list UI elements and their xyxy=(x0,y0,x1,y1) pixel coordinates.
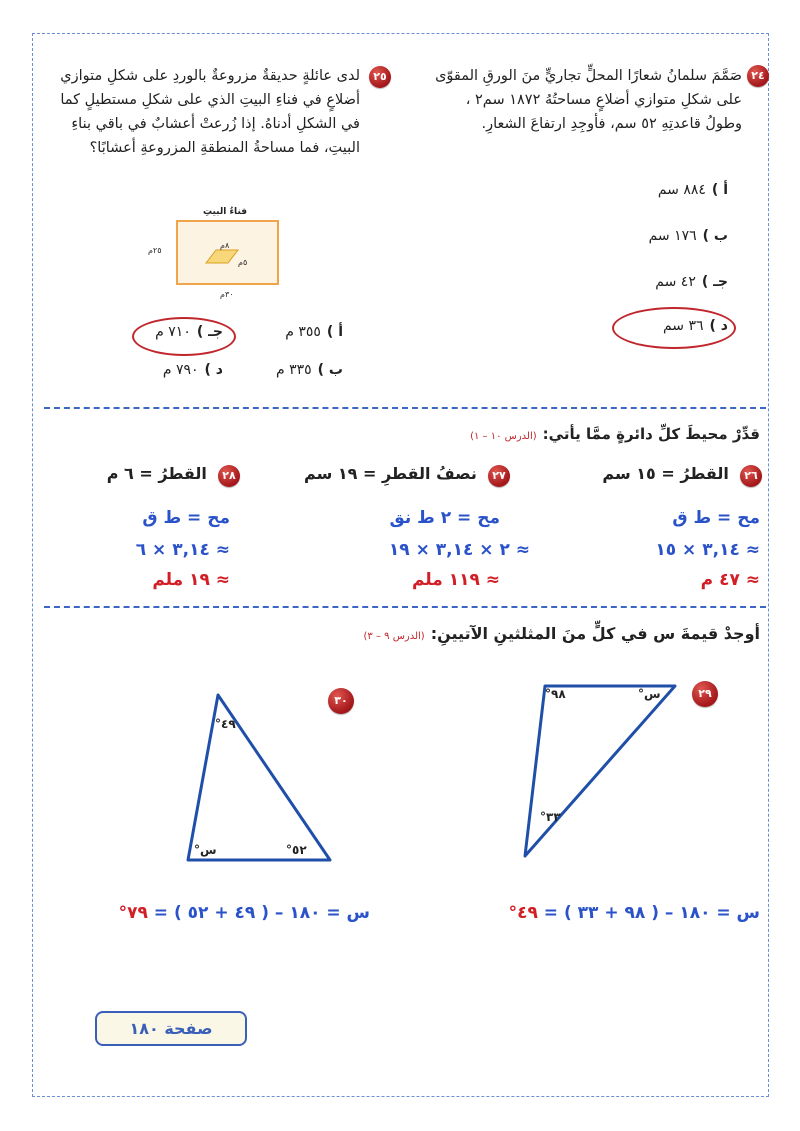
option-value: ٧٩٠ م xyxy=(162,362,199,378)
given-text: القطرُ = ٦ م xyxy=(106,464,207,483)
yard-title: فناءُ البيتِ xyxy=(202,207,248,217)
given-text: نصفُ القطرِ = ١٩ سم xyxy=(304,464,477,483)
option-value: ٣٣٥ م xyxy=(275,362,312,378)
option-value: ٨٨٤ سم xyxy=(657,182,706,198)
problem-26-formula: مح = ط ق xyxy=(672,508,760,528)
triangle-29-answer xyxy=(509,903,760,923)
q25-option-b[interactable] xyxy=(276,362,343,378)
question-25-line-3: في الشكلِ أدناهُ. إذا زُرعتْ أعشابٌ في باقي بناءِ xyxy=(71,116,360,132)
problem-number: ٢٦ xyxy=(740,465,762,487)
triangle-30-answer xyxy=(119,903,370,923)
answer-circle-q24 xyxy=(612,307,736,349)
page-number-label: صفحة ١٨٠ xyxy=(95,1011,247,1046)
option-letter: أ ) xyxy=(711,182,728,198)
option-letter: د ) xyxy=(709,318,728,334)
problem-27-step: ≈ ٢ × ٣,١٤ × ١٩ xyxy=(388,540,530,560)
q24-option-b[interactable] xyxy=(649,228,728,244)
triangle-29-number: ٢٩ xyxy=(692,681,718,707)
triangle-29 xyxy=(510,680,690,880)
option-value: ٤٢ سم xyxy=(655,274,696,290)
q25-option-d[interactable] xyxy=(163,362,223,378)
yard-height-label: ٢٥م xyxy=(148,246,162,255)
question-24-line-2: على شكلِ متوازي أضلاعٍ مساحتُهُ ١٨٧٢ سم٢ ، xyxy=(465,92,742,108)
q24-option-a[interactable] xyxy=(658,182,728,198)
triangle-30-angle-c: ٥٢° xyxy=(286,843,307,857)
option-letter: جـ ) xyxy=(196,324,223,340)
lesson-reference: (الدرس ١٠ – ١) xyxy=(470,431,537,442)
question-24-line-1: صَمَّمَ سلمانُ شعارًا المحلٍّ تجاريٍّ منَ الورقِ المقوّى xyxy=(435,68,742,84)
option-value: ١٧٦ سم xyxy=(648,228,697,244)
problem-26-given xyxy=(602,464,762,487)
answer-value: ٧٩° xyxy=(118,903,148,923)
triangles-heading xyxy=(364,624,761,643)
triangle-30-number: ٣٠ xyxy=(328,688,354,714)
question-24-number: ٢٤ xyxy=(747,65,769,87)
problem-28-result: ≈ ١٩ ملم xyxy=(152,570,230,590)
question-25-number: ٢٥ xyxy=(369,66,391,88)
problem-number: ٢٨ xyxy=(218,465,240,487)
given-text: القطرُ = ١٥ سم xyxy=(602,464,729,483)
garden-parallelogram xyxy=(176,220,279,285)
problem-28-given xyxy=(107,464,240,487)
option-letter: د ) xyxy=(204,362,223,378)
question-24-text xyxy=(412,64,742,136)
q25-option-a[interactable] xyxy=(285,324,343,340)
problem-28-step: ≈ ٣,١٤ × ٦ xyxy=(135,540,230,560)
option-value: ٣٦ سم xyxy=(662,318,704,334)
problem-26-step: ≈ ٣,١٤ × ١٥ xyxy=(655,540,760,560)
triangle-29-angle-c: ٣٣° xyxy=(540,810,561,824)
question-25-text xyxy=(30,64,360,160)
circumference-heading-text: قدِّرْ محيطَ كلِّ دائرةٍ ممَّا يأتي: xyxy=(542,425,760,443)
problem-27-result: ≈ ١١٩ ملم xyxy=(411,570,500,590)
option-letter: ب ) xyxy=(702,228,728,244)
q24-option-c[interactable] xyxy=(655,274,728,290)
triangle-29-angle-b: س° xyxy=(638,687,661,701)
section-divider xyxy=(44,606,766,608)
question-25-line-4: البيتِ، فما مساحةُ المنطقةِ المزروعةِ أعشابًا؟ xyxy=(89,140,360,156)
answer-circle-q25 xyxy=(132,317,236,356)
triangle-29-angle-a: ٩٨° xyxy=(545,687,566,701)
yard-width-label: ٣٠م xyxy=(220,290,234,299)
problem-26-result: ≈ ٤٧ م xyxy=(700,570,760,590)
parallelogram-base-label: ٨م xyxy=(220,241,230,250)
question-25-line-1: لدى عائلةٍ حديقةٌ مزروعةٌ بالوردِ على شكلِ متوازي xyxy=(60,68,360,84)
answer-expression: س = ١٨٠ – ( ٩٨ + ٣٣ ) = xyxy=(543,903,760,923)
question-25-line-2: أضلاعٍ في فناءِ البيتِ الذي على شكلِ مستطيلٍ كما xyxy=(60,92,360,108)
answer-expression: س = ١٨٠ – ( ٤٩ + ٥٢ ) = xyxy=(153,903,370,923)
lesson-reference: (الدرس ٩ – ٣) xyxy=(363,631,425,642)
parallelogram-height-label: ٥م xyxy=(238,258,248,267)
problem-27-given xyxy=(304,464,510,487)
option-value: ٧١٠ م xyxy=(155,324,191,340)
option-value: ٣٥٥ م xyxy=(285,324,321,340)
option-letter: أ ) xyxy=(326,324,343,340)
answer-value: ٤٩° xyxy=(508,903,538,923)
option-letter: ب ) xyxy=(317,362,343,378)
triangles-heading-text: أوجدْ قيمةَ س في كلٍّ منَ المثلثينِ الآتيينِ: xyxy=(430,624,760,643)
problem-28-formula: مح = ط ق xyxy=(142,508,230,528)
triangle-30-angle-a: ٤٩° xyxy=(215,717,236,731)
problem-27-formula: مح = ٢ ط نق xyxy=(389,508,500,528)
section-divider xyxy=(44,407,766,409)
triangle-30-angle-b: س° xyxy=(194,843,217,857)
problem-number: ٢٧ xyxy=(488,465,510,487)
question-24-line-3: وطولُ قاعدتِهِ ٥٢ سم، فأوجِدِ ارتفاعَ الشعارِ. xyxy=(481,116,742,132)
circumference-heading xyxy=(470,425,760,443)
option-letter: جـ ) xyxy=(701,274,728,290)
